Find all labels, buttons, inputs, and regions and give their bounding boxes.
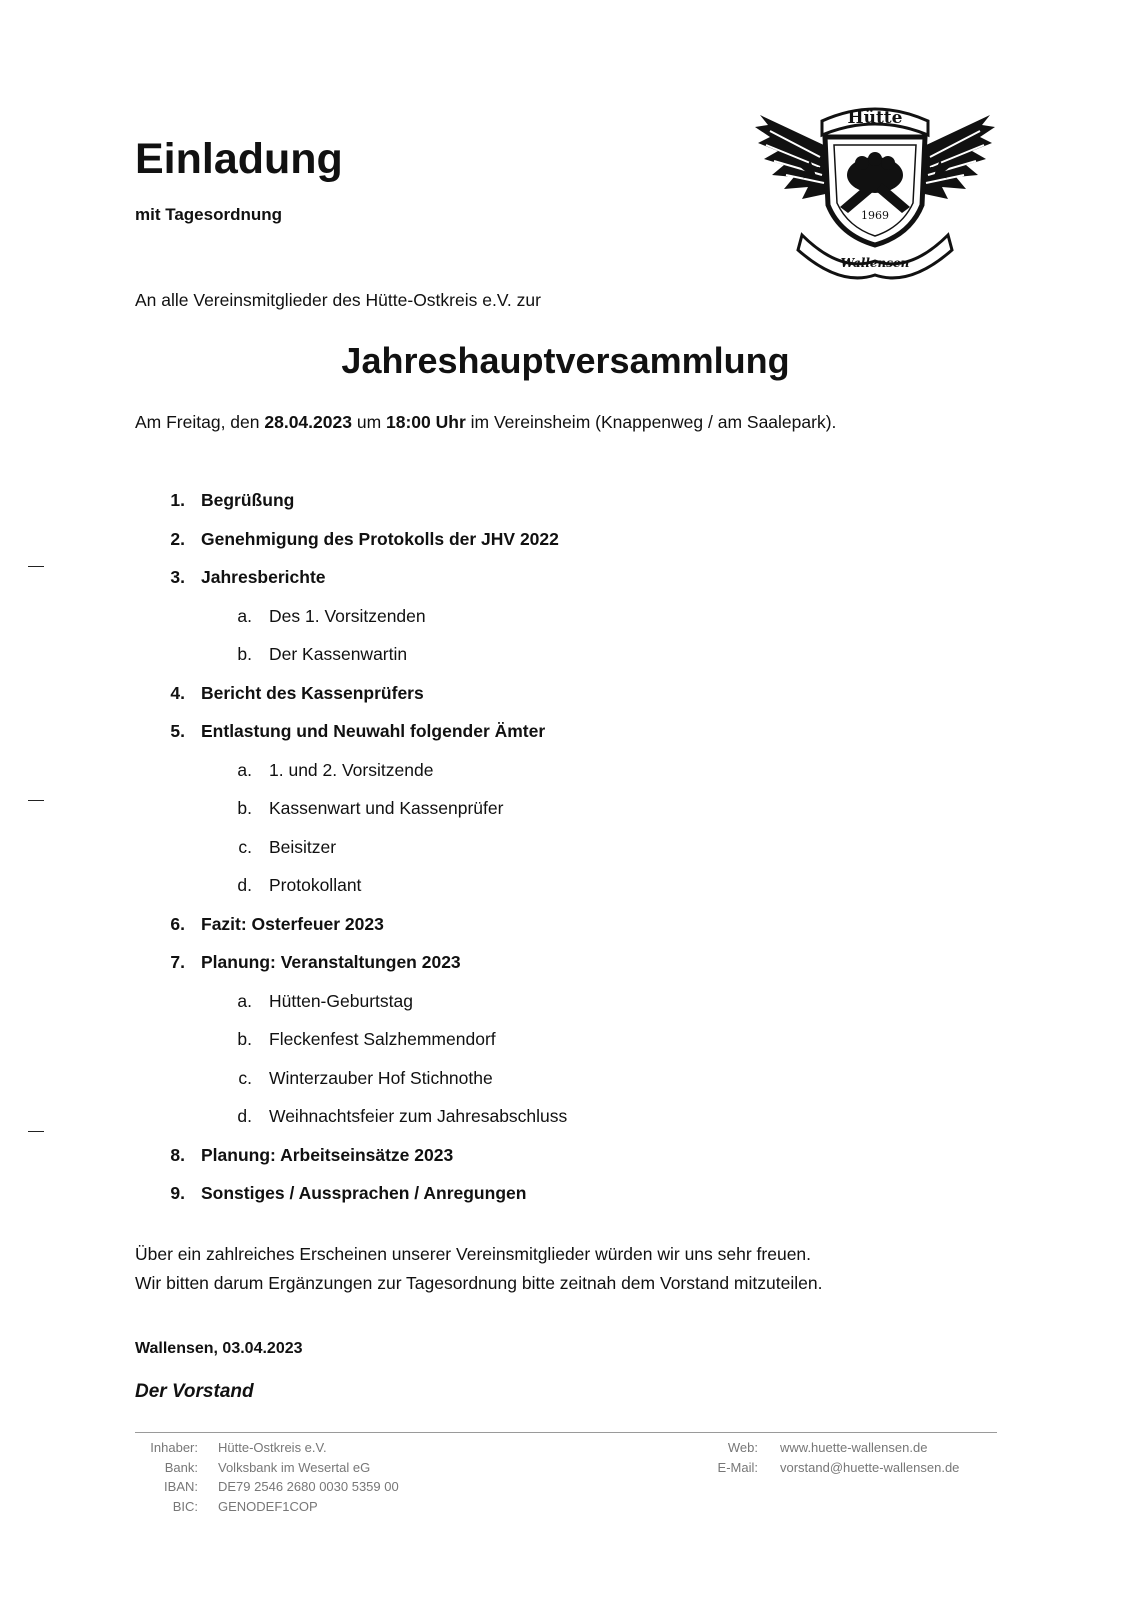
footer-labels-left: Inhaber: Bank: IBAN: BIC: bbox=[150, 1440, 198, 1514]
fold-mark-top bbox=[28, 566, 44, 567]
agenda-item: 3. Jahresberichte bbox=[170, 567, 326, 587]
document-title: Einladung bbox=[135, 135, 343, 183]
agenda-subitem: d. Protokollant bbox=[237, 875, 362, 895]
footer-labels-right: Web: E-Mail: bbox=[717, 1440, 758, 1475]
intro-text: An alle Vereinsmitglieder des Hütte-Ostkreis e.V. zur bbox=[135, 290, 541, 310]
bic-value: GENODEF1COP bbox=[218, 1498, 318, 1514]
agenda-subitem: a. Hütten-Geburtstag bbox=[237, 990, 413, 1011]
agenda-item: 2. Genehmigung des Protokolls der JHV 2022 bbox=[170, 528, 559, 549]
iban-value: DE79 2546 2680 0030 5359 00 bbox=[218, 1479, 399, 1494]
agenda-item: 5. Entlastung und Neuwahl folgender Ämter bbox=[170, 721, 546, 741]
signature: Der Vorstand bbox=[135, 1381, 254, 1402]
meeting-time: 18:00 Uhr bbox=[386, 412, 466, 432]
logo-year: 1969 bbox=[861, 209, 889, 222]
document-subtitle: mit Tagesordnung bbox=[135, 205, 283, 224]
agenda-subitem: b. Der Kassenwartin bbox=[237, 644, 408, 664]
agenda-subitem: c. Winterzauber Hof Stichnothe bbox=[238, 1067, 493, 1088]
date-line: Am Freitag, den 28.04.2023 um 18:00 Uhr im Vereinsheim (Knappenweg / am Saalepark). bbox=[135, 412, 837, 432]
headline: Jahreshauptversammlung bbox=[341, 340, 790, 381]
agenda-item: 4. Bericht des Kassenprüfers bbox=[170, 682, 424, 703]
agenda-item: 8. Planung: Arbeitseinsätze 2023 bbox=[170, 1144, 454, 1165]
club-logo bbox=[750, 95, 1000, 280]
email-link[interactable]: vorstand@huette-wallensen.de bbox=[780, 1459, 960, 1475]
agenda-item: 1. Begrüßung bbox=[170, 490, 295, 510]
meeting-date: 28.04.2023 bbox=[264, 412, 352, 432]
footer-values-right bbox=[780, 1438, 959, 1477]
closing-line: Über ein zahlreiches Erscheinen unserer Vereinsmitglieder würden wir uns sehr freuen. bbox=[135, 1244, 812, 1264]
footer-values-left bbox=[218, 1438, 399, 1516]
web-link[interactable]: www.huette-wallensen.de bbox=[780, 1440, 928, 1455]
closing-line: Wir bitten darum Ergänzungen zur Tagesordnung bitte zeitnah dem Vorstand mitzuteilen. bbox=[135, 1273, 823, 1293]
agenda-subitem: b. Kassenwart und Kassenprüfer bbox=[237, 798, 504, 818]
closing-text bbox=[135, 1240, 822, 1298]
logo-banner-text: Hütte bbox=[847, 108, 903, 128]
agenda-subitem: a. 1. und 2. Vorsitzende bbox=[237, 759, 434, 780]
agenda-subitem: c. Beisitzer bbox=[238, 836, 337, 857]
agenda-item: 6. Fazit: Osterfeuer 2023 bbox=[170, 913, 384, 934]
agenda-item: 7. Planung: Veranstaltungen 2023 bbox=[170, 952, 461, 972]
footer-divider bbox=[135, 1432, 997, 1433]
agenda-list bbox=[135, 490, 935, 1222]
agenda-subitem: b. Fleckenfest Salzhemmendorf bbox=[237, 1029, 496, 1049]
fold-mark-bottom bbox=[28, 1131, 44, 1132]
place-date: Wallensen, 03.04.2023 bbox=[135, 1340, 303, 1357]
agenda-subitem: d. Weihnachtsfeier zum Jahresabschluss bbox=[237, 1106, 568, 1126]
logo-ribbon-text: Wallensen bbox=[840, 256, 910, 270]
owner-value: Hütte-Ostkreis e.V. bbox=[218, 1440, 327, 1455]
bank-value: Volksbank im Wesertal eG bbox=[218, 1459, 371, 1475]
punch-mark bbox=[28, 800, 44, 801]
agenda-subitem: a. Des 1. Vorsitzenden bbox=[237, 605, 426, 626]
agenda-item: 9. Sonstiges / Aussprachen / Anregungen bbox=[170, 1183, 527, 1203]
